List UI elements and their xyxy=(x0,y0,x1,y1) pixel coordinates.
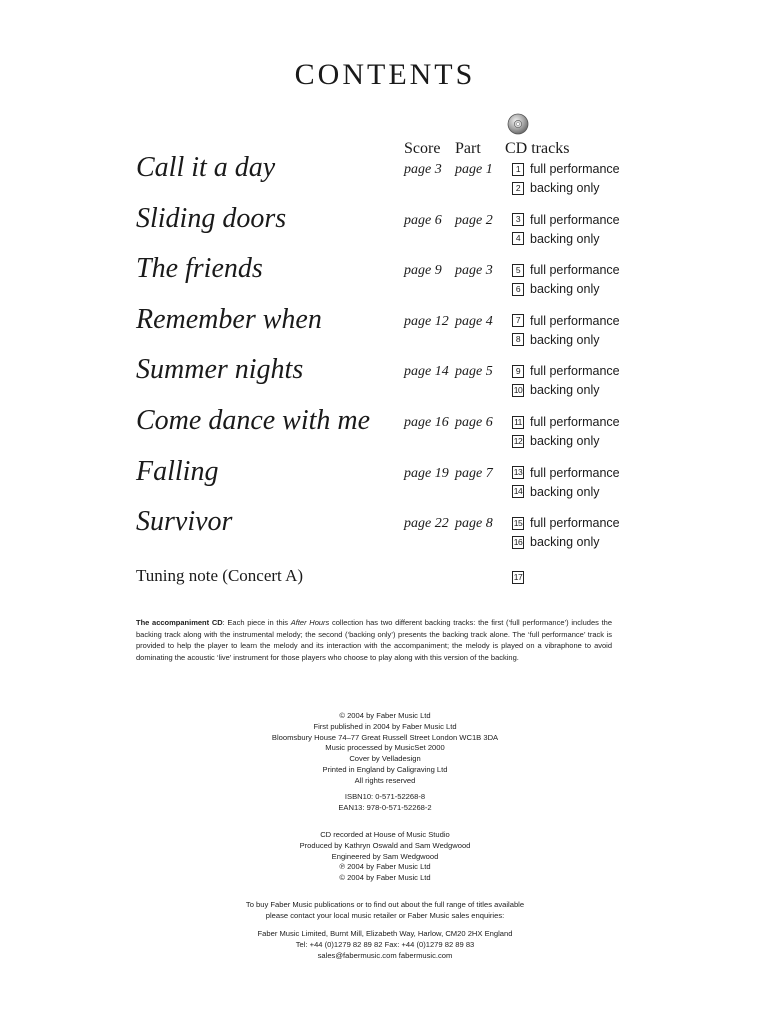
song-row xyxy=(0,203,770,254)
backing-only-track xyxy=(512,485,600,499)
part-page: page 6 xyxy=(455,415,493,430)
full-performance-track xyxy=(512,162,620,176)
song-title: The friends xyxy=(136,253,263,285)
full-performance-track xyxy=(512,415,620,429)
credit-line: First published in 2004 by Faber Music Ltd xyxy=(313,721,457,731)
song-row xyxy=(0,506,770,557)
backing-only-track xyxy=(512,333,600,347)
score-page: page 6 xyxy=(404,212,442,228)
track-label: full performance xyxy=(530,516,620,531)
score-page: page 9 xyxy=(404,263,442,279)
full-performance-track xyxy=(512,516,620,530)
backing-only-track xyxy=(512,383,600,397)
song-row xyxy=(0,456,770,507)
score-page: page 3 xyxy=(404,162,442,177)
song-title: Call it a day xyxy=(136,152,276,183)
cd-note-heading: The accompaniment CD xyxy=(136,618,223,627)
backing-only-track xyxy=(512,434,600,448)
credit-line: © 2004 by Faber Music Ltd xyxy=(339,711,431,720)
track-label: backing only xyxy=(530,282,600,297)
tuning-note-label: Tuning note (Concert A) xyxy=(136,566,304,585)
song-title: Sliding doors xyxy=(136,202,287,234)
track-label: full performance xyxy=(530,364,620,379)
track-number: 2 xyxy=(512,182,524,195)
part-page: page 5 xyxy=(455,364,493,380)
track-label: backing only xyxy=(530,383,600,398)
part-column-header: Part xyxy=(455,140,481,157)
credit-line: ISBN10: 0-571-52268-8 xyxy=(344,792,426,801)
cd-note xyxy=(136,617,612,663)
credit-line: All rights reserved xyxy=(354,775,416,785)
song-row xyxy=(0,152,770,203)
credit-line: Bloomsbury House 74–77 Great Russell Street London WC1B 3DA xyxy=(271,732,499,742)
part-page: page 2 xyxy=(455,212,493,228)
track-number: 16 xyxy=(513,536,523,547)
credit-line: Faber Music Limited, Burnt Mill, Elizabeth Way, Harlow, CM20 2HX England xyxy=(257,929,513,938)
part-page: page 8 xyxy=(455,516,493,532)
song-row xyxy=(0,354,770,405)
credit-line: CD recorded at House of Music Studio xyxy=(320,830,450,839)
cd-note-text-2: collection has two different backing tracks: the first (‘full performance’) includes the backing track along with the instrumental melody; the second (‘backing only’) presents the backing track alone. The ‘full performance’ track is provided to help the player to learn the melody and its interaction with the accompaniment; the melody is played on a vibraphone to avoid dominating the acoustic ‘live’ instrument for those players who choose to play along with this version of the backing. xyxy=(136,618,613,662)
backing-only-track xyxy=(512,232,600,246)
part-page: page 4 xyxy=(455,313,493,329)
song-title: Summer nights xyxy=(136,354,304,386)
purchase-info xyxy=(0,900,770,922)
cd-tracks-column-header: CD tracks xyxy=(505,140,570,157)
tuning-track-number: 17 xyxy=(513,572,523,582)
credit-line: Printed in England by Caligraving Ltd xyxy=(322,764,448,774)
cd-note-text-1: : Each piece in this xyxy=(222,618,291,627)
song-row xyxy=(0,405,770,456)
track-label: backing only xyxy=(530,484,600,499)
isbn-info xyxy=(0,792,770,814)
track-number: 8 xyxy=(512,333,524,346)
credit-line: Produced by Kathryn Oswald and Sam Wedgwood xyxy=(299,840,471,850)
backing-only-track xyxy=(512,282,600,296)
publisher-contact xyxy=(0,929,770,961)
full-performance-track xyxy=(512,263,620,277)
track-label: backing only xyxy=(530,332,600,347)
score-page: page 19 xyxy=(404,465,449,481)
track-number: 14 xyxy=(513,486,523,497)
track-label: full performance xyxy=(530,313,620,328)
track-label: backing only xyxy=(530,181,600,195)
credit-line: please contact your local music retailer or Faber Music sales enquiries: xyxy=(265,910,505,920)
recording-credits xyxy=(0,830,770,884)
full-performance-track xyxy=(512,364,620,378)
track-label: full performance xyxy=(530,263,620,278)
track-label: full performance xyxy=(530,415,620,429)
track-label: backing only xyxy=(530,231,600,246)
backing-only-track xyxy=(512,181,600,195)
track-number: 5 xyxy=(512,264,524,277)
track-number: 7 xyxy=(512,314,524,327)
cd-icon xyxy=(507,113,529,135)
track-number: 4 xyxy=(512,232,524,245)
credit-line: Cover by Velladesign xyxy=(349,754,421,764)
song-row xyxy=(0,253,770,304)
credit-line: ℗ 2004 by Faber Music Ltd xyxy=(339,862,431,872)
publishing-credits xyxy=(0,711,770,787)
full-performance-track xyxy=(512,314,620,328)
song-title: Come dance with me xyxy=(136,405,371,436)
track-label: backing only xyxy=(530,434,600,448)
full-performance-track xyxy=(512,213,620,227)
track-number: 3 xyxy=(512,213,524,226)
track-number: 13 xyxy=(513,467,523,478)
track-number: 6 xyxy=(512,283,524,296)
part-page: page 7 xyxy=(455,465,493,481)
track-number: 11 xyxy=(512,416,524,429)
track-number: 12 xyxy=(513,435,523,446)
song-title: Remember when xyxy=(136,303,322,335)
track-number: 9 xyxy=(512,365,524,378)
credit-line: To buy Faber Music publications or to find out about the full range of titles available xyxy=(245,900,525,909)
full-performance-track xyxy=(512,466,620,480)
credit-line: sales@fabermusic.com fabermusic.com xyxy=(317,950,453,960)
credit-line: Tel: +44 (0)1279 82 89 82 Fax: +44 (0)1279 82 89 83 xyxy=(295,939,475,949)
score-page: page 14 xyxy=(404,364,449,380)
song-title: Falling xyxy=(136,455,219,487)
track-label: full performance xyxy=(530,212,620,227)
part-page: page 1 xyxy=(455,162,493,177)
track-number: 10 xyxy=(513,384,523,395)
backing-only-track xyxy=(512,535,600,549)
credit-line: © 2004 by Faber Music Ltd xyxy=(339,873,431,883)
credit-line: EAN13: 978-0-571-52268-2 xyxy=(338,802,432,812)
score-page: page 16 xyxy=(404,415,449,430)
score-page: page 22 xyxy=(404,516,449,532)
score-column-header: Score xyxy=(404,140,441,157)
track-label: backing only xyxy=(530,535,600,550)
score-page: page 12 xyxy=(404,313,449,329)
credit-line: Music processed by MusicSet 2000 xyxy=(325,743,445,753)
cd-note-collection-title: After Hours xyxy=(290,618,330,627)
song-title: Survivor xyxy=(136,506,233,538)
track-label: full performance xyxy=(530,465,620,480)
credit-line: Engineered by Sam Wedgwood xyxy=(331,851,439,861)
song-row xyxy=(0,304,770,355)
page-title: CONTENTS xyxy=(294,58,476,91)
part-page: page 3 xyxy=(455,263,493,279)
track-number: 15 xyxy=(513,517,523,528)
track-number: 1 xyxy=(512,163,524,176)
track-label: full performance xyxy=(530,162,620,176)
